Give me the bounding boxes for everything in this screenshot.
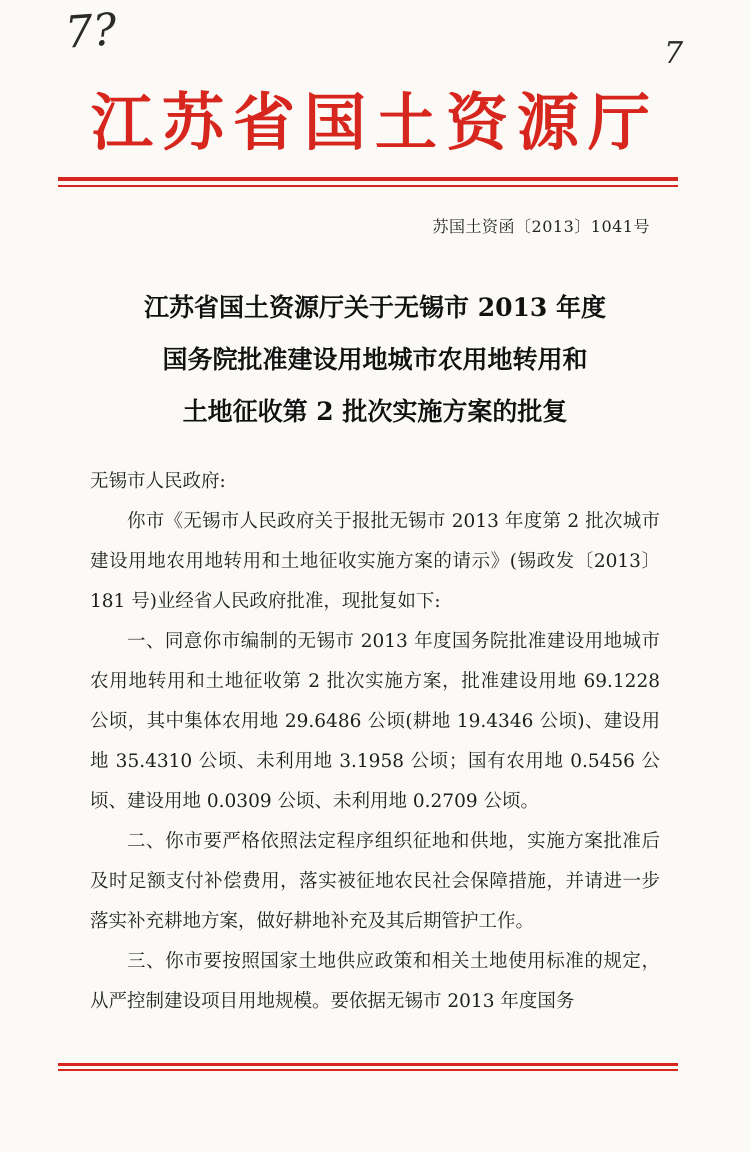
letterhead-divider-thin — [58, 185, 678, 187]
body-paragraph-item-2: 二、你市要严格依照法定程序组织征地和供地，实施方案批准后及时足额支付补偿费用，落实被征地农民社会保障措施，并请进一步落实补充耕地方案，做好耕地补充及其后期管护工作。 — [90, 831, 660, 932]
handwritten-mark-right: 7 — [664, 36, 684, 71]
body-paragraph-intro: 你市《无锡市人民政府关于报批无锡市 2013 年度第 2 批次城市建设用地农用地转用和土地征收实施方案的请示》(锡政发〔2013〕181 号)业经省人民政府批准，现批复如下: — [90, 511, 660, 612]
body-paragraph-item-1: 一、同意你市编制的无锡市 2013 年度国务院批准建设用地城市农用地转用和土地征收第 2 批次实施方案，批准建设用地 69.1228 公顷，其中集体农用地 29.6486 公顷(耕地 19.4346 公顷)、建设用地 35.4310 公顷、未利用地 3.1958 公顷；国有农用地 0.5456 公顷、建设用地 0.0309 公顷、未利用地 0.2709 公顷。 — [90, 631, 660, 812]
document-title — [60, 282, 690, 438]
body-paragraph-item-3: 三、你市要按照国家土地供应政策和相关土地使用标准的规定，从严控制建设项目用地规模。要依据无锡市 2013 年度国务 — [90, 951, 660, 1012]
document-number: 苏国土资函〔2013〕1041号 — [432, 217, 650, 236]
title-line-2: 国务院批准建设用地城市农用地转用和 — [162, 345, 588, 374]
handwritten-mark-left: 7? — [63, 4, 119, 59]
letterhead-org-name: 江苏省国土资源厅 — [90, 86, 659, 159]
footer-divider-thick — [58, 1063, 678, 1066]
addressee: 无锡市人民政府: — [90, 471, 226, 492]
document-body — [90, 462, 660, 1022]
title-line-3: 土地征收第 2 批次实施方案的批复 — [182, 397, 568, 426]
title-line-1: 江苏省国土资源厅关于无锡市 2013 年度 — [144, 293, 606, 322]
footer-divider-thin — [58, 1069, 678, 1071]
letterhead-divider-thick — [58, 177, 678, 181]
